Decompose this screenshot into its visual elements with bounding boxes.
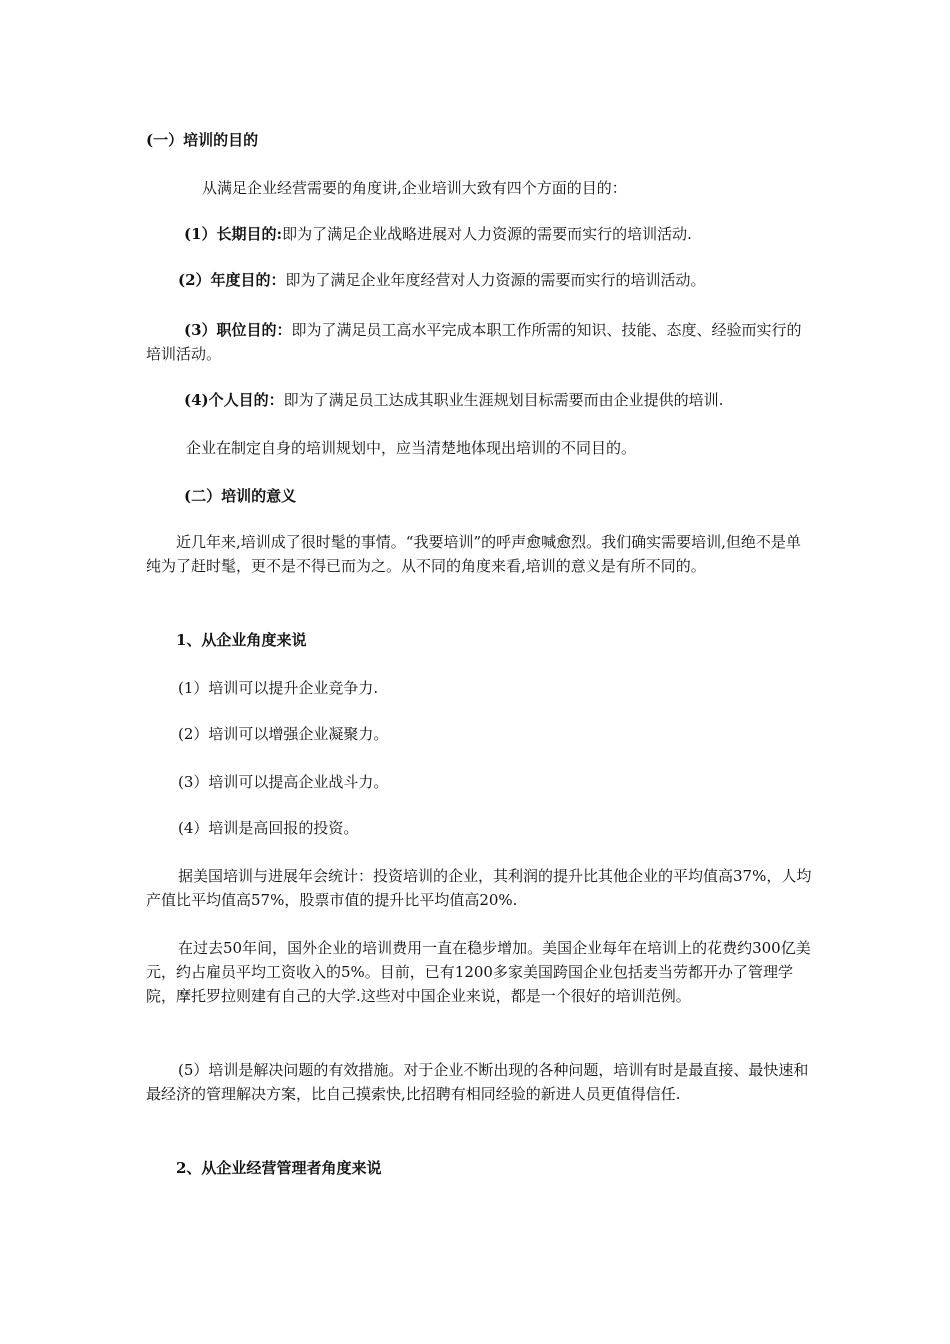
significance-item-4: (4）培训是高回报的投资。 [178, 819, 359, 837]
purpose-item-3-text: 即为了满足员工高水平完成本职工作所需的知识、技能、态度、经验而实行的培训活动。 [146, 321, 802, 363]
section-2-heading: (二）培训的意义 [184, 487, 297, 505]
purpose-item-2 [146, 268, 812, 292]
significance-item-3: (3）培训可以提高企业战斗力。 [178, 773, 389, 791]
section-2-intro: 近几年来,培训成了很时髦的事情。“我要培训”的呼声愈喊愈烈。我们确实需要培训,但绝不是单纯为了赶时髦，更不是不得已而为之。从不同的角度来看,培训的意义是有所不同的。 [146, 533, 801, 575]
subsection-2-heading: 2、从企业经营管理者角度来说 [176, 1159, 382, 1177]
significance-item-1: (1）培训可以提升企业竞争力. [178, 679, 379, 697]
section-1-conclusion: 企业在制定自身的培训规划中，应当清楚地体现出培训的不同目的。 [186, 439, 637, 457]
purpose-item-4-text: 即为了满足员工达成其职业生涯规划目标需要而由企业提供的培训. [283, 391, 724, 409]
purpose-item-1-label: (1）长期目的: [184, 225, 283, 243]
subsection-1-heading: 1、从企业角度来说 [176, 631, 307, 649]
purpose-item-2-label: (2）年度目的： [178, 271, 286, 289]
purpose-item-3 [146, 318, 812, 366]
purpose-item-2-text: 即为了满足企业年度经营对人力资源的需要而实行的培训活动。 [285, 271, 706, 289]
significance-item-5: (5）培训是解决问题的有效措施。对于企业不断出现的各种问题，培训有时是最直接、最快速和最经济的管理解决方案，比自己摸索快,比招聘有相同经验的新进人员更值得信任. [146, 1061, 809, 1103]
section-1-heading: (一）培训的目的 [146, 131, 259, 149]
statistics-paragraph: 据美国培训与进展年会统计：投资培训的企业，其利润的提升比其他企业的平均值高37%，人均产值比平均值高57%，股票市值的提升比平均值高20%. [146, 867, 812, 909]
purpose-item-1 [146, 222, 812, 246]
section-1-intro: 从满足企业经营需要的角度讲,企业培训大致有四个方面的目的： [202, 179, 627, 197]
training-history-paragraph: 在过去50年间，国外企业的培训费用一直在稳步增加。美国企业每年在培训上的花费约300亿美元，约占雇员平均工资收入的5%。目前，已有1200多家美国跨国企业包括麦当劳都开办了管理学院，摩托罗拉则建有自己的大学.这些对中国企业来说，都是一个很好的培训范例。 [146, 939, 811, 1005]
purpose-item-3-label: (3）职位目的： [184, 321, 292, 339]
purpose-item-4 [146, 388, 812, 412]
purpose-item-1-text: 即为了满足企业战略进展对人力资源的需要而实行的培训活动. [282, 225, 692, 243]
purpose-item-4-label: (4)个人目的： [184, 391, 284, 409]
significance-item-2: (2）培训可以增强企业凝聚力。 [178, 725, 389, 743]
